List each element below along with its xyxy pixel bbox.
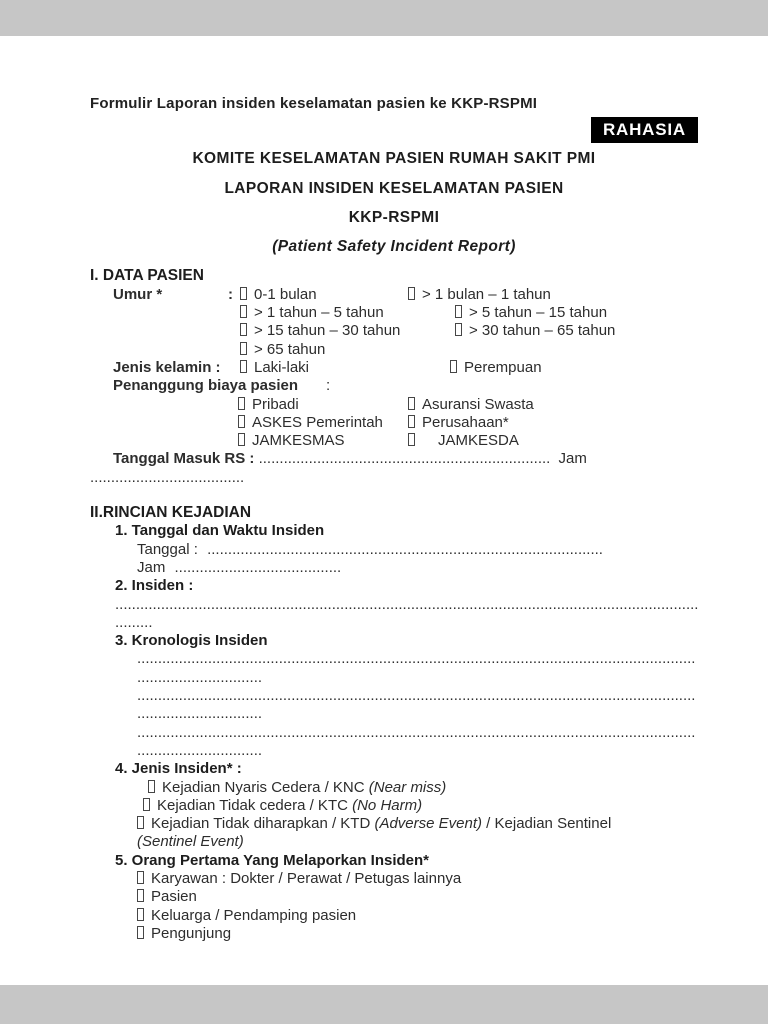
checkbox-icon bbox=[408, 433, 415, 446]
pelapor-option-2-label: Pasien bbox=[151, 888, 197, 906]
umur-options-row-3 bbox=[240, 322, 615, 340]
jam-insiden-dots: ........................................ bbox=[174, 558, 342, 576]
checkbox-icon bbox=[238, 397, 245, 410]
umur-option-2 bbox=[408, 286, 551, 304]
biaya-option-3-label: ASKES Pemerintah bbox=[252, 413, 383, 431]
umur-option-3 bbox=[240, 304, 455, 322]
confidential-badge: RAHASIA bbox=[591, 117, 698, 143]
biaya-options-row-3 bbox=[238, 432, 698, 450]
pelapor-option-4 bbox=[137, 925, 698, 943]
pelapor-option-1-label: Karyawan : Dokter / Perawat / Petugas lainnya bbox=[151, 869, 462, 887]
penanggung-biaya-label: Penanggung biaya pasien bbox=[113, 377, 299, 395]
pelapor-option-3 bbox=[137, 907, 698, 925]
umur-option-4 bbox=[455, 304, 607, 322]
section-1-heading: I. DATA PASIEN bbox=[90, 267, 204, 285]
umur-option-5 bbox=[240, 322, 455, 340]
umur-option-6-label: > 30 tahun – 65 tahun bbox=[469, 322, 616, 340]
umur-label: Umur * bbox=[113, 285, 163, 303]
umur-options bbox=[240, 286, 615, 359]
umur-option-7 bbox=[240, 341, 325, 359]
checkbox-icon bbox=[238, 433, 245, 446]
checkbox-icon bbox=[137, 908, 144, 921]
jenis-kelamin-label: Jenis kelamin : bbox=[113, 358, 221, 376]
jenis-kelamin-option-2-label: Perempuan bbox=[464, 358, 542, 376]
umur-option-1 bbox=[240, 286, 408, 304]
pelapor-option-3-label: Keluarga / Pendamping pasien bbox=[151, 906, 357, 924]
jenis-insiden-option-2 bbox=[143, 797, 698, 815]
jenis-kelamin-option-2 bbox=[450, 359, 542, 377]
item-4-title: 4. Jenis Insiden* : bbox=[115, 760, 242, 778]
tanggal-masuk-dots-line-2: ..................................... bbox=[90, 468, 245, 486]
field-umur bbox=[90, 286, 698, 359]
field-jam-insiden bbox=[137, 559, 698, 577]
checkbox-icon bbox=[240, 323, 247, 336]
item-2-title: 2. Insiden : bbox=[115, 577, 194, 595]
kronologis-dots-line-1: ...................................................................................................................................... bbox=[137, 650, 696, 668]
biaya-option-1-label: Pribadi bbox=[252, 395, 299, 413]
pelapor-option-1 bbox=[137, 870, 698, 888]
biaya-option-5-label: JAMKESMAS bbox=[252, 432, 345, 450]
jenis-insiden-option-2-label: Kejadian Tidak cedera / KTC bbox=[157, 796, 353, 814]
umur-colon: : bbox=[228, 285, 233, 303]
document-page bbox=[0, 36, 768, 985]
tanggal-masuk-label: Tanggal Masuk RS : bbox=[113, 450, 255, 468]
field-jenis-kelamin bbox=[90, 359, 698, 377]
item-3-title: 3. Kronologis Insiden bbox=[115, 632, 268, 650]
checkbox-icon bbox=[455, 305, 462, 318]
biaya-option-6-label: JAMKESDA bbox=[438, 432, 519, 450]
form-heading: Formulir Laporan insiden keselamatan pasien ke KKP-RSPMI bbox=[90, 95, 538, 112]
umur-option-5-label: > 15 tahun – 30 tahun bbox=[254, 322, 401, 340]
jenis-insiden-option-3-label-2: / Kejadian Sentinel bbox=[482, 815, 612, 833]
biaya-option-6 bbox=[408, 432, 519, 450]
item-5-title: 5. Orang Pertama Yang Melaporkan Insiden* bbox=[115, 851, 429, 869]
checkbox-icon bbox=[408, 415, 415, 428]
jenis-insiden-option-3-note-2: (Sentinel Event) bbox=[137, 833, 244, 851]
checkbox-icon bbox=[137, 871, 144, 884]
biaya-options-row-2 bbox=[238, 414, 698, 432]
title-line-1: KOMITE KESELAMATAN PASIEN RUMAH SAKIT PMI bbox=[192, 150, 596, 168]
checkbox-icon bbox=[455, 323, 462, 336]
field-penanggung-biaya bbox=[113, 377, 698, 395]
kronologis-dots-line-3: ...................................................................................................................................... bbox=[137, 687, 696, 705]
umur-options-row-1 bbox=[240, 286, 615, 304]
title-block bbox=[90, 150, 698, 256]
pelapor-option-4-label: Pengunjung bbox=[151, 924, 232, 942]
biaya-option-1 bbox=[238, 396, 408, 414]
viewer-top-band bbox=[0, 0, 768, 36]
checkbox-icon bbox=[137, 889, 144, 902]
umur-option-1-label: 0-1 bulan bbox=[254, 285, 317, 303]
kronologis-dots-line-2: .............................. bbox=[137, 668, 263, 686]
jenis-insiden-option-1-note: (Near miss) bbox=[368, 778, 447, 796]
insiden-dots-line-2: ......... bbox=[115, 613, 153, 631]
umur-option-4-label: > 5 tahun – 15 tahun bbox=[469, 304, 608, 322]
checkbox-icon bbox=[240, 360, 247, 373]
jam-insiden-label: Jam bbox=[137, 558, 166, 576]
biaya-options-row-1 bbox=[238, 396, 698, 414]
checkbox-icon bbox=[137, 926, 144, 939]
title-line-4: (Patient Safety Incident Report) bbox=[272, 238, 516, 256]
field-tanggal-masuk bbox=[113, 450, 698, 468]
checkbox-icon bbox=[408, 397, 415, 410]
jenis-kelamin-option-1-label: Laki-laki bbox=[254, 358, 310, 376]
pelapor-option-2 bbox=[137, 888, 698, 906]
biaya-option-5 bbox=[238, 432, 408, 450]
field-tanggal-insiden bbox=[137, 541, 698, 559]
title-line-2: LAPORAN INSIDEN KESELAMATAN PASIEN bbox=[224, 179, 564, 197]
jenis-insiden-option-3-note: (Adverse Event) bbox=[374, 815, 483, 833]
penanggung-biaya-colon: : bbox=[326, 377, 331, 395]
biaya-option-2 bbox=[408, 396, 534, 414]
jenis-kelamin-option-1 bbox=[240, 359, 450, 377]
checkbox-icon bbox=[240, 305, 247, 318]
umur-label-cell bbox=[113, 286, 233, 304]
tanggal-insiden-dots: ............................................................................................... bbox=[207, 540, 603, 558]
biaya-option-3 bbox=[238, 414, 408, 432]
title-line-3: KKP-RSPMI bbox=[348, 208, 440, 226]
biaya-option-4 bbox=[408, 414, 509, 432]
kronologis-dots-line-4: .............................. bbox=[137, 705, 263, 723]
checkbox-icon bbox=[450, 360, 457, 373]
biaya-option-4-label: Perusahaan* bbox=[422, 413, 509, 431]
viewer-bottom-band bbox=[0, 985, 768, 1024]
umur-option-2-label: > 1 bulan – 1 tahun bbox=[422, 285, 551, 303]
checkbox-icon bbox=[240, 342, 247, 355]
badge-row bbox=[90, 117, 698, 143]
umur-option-7-label: > 65 tahun bbox=[254, 340, 326, 358]
checkbox-icon bbox=[148, 780, 155, 793]
checkbox-icon bbox=[240, 287, 247, 300]
item-1-title: 1. Tanggal dan Waktu Insiden bbox=[115, 522, 325, 540]
section-2-heading: II.RINCIAN KEJADIAN bbox=[90, 504, 252, 522]
jenis-insiden-option-3 bbox=[137, 815, 698, 833]
umur-option-6 bbox=[455, 322, 615, 340]
checkbox-icon bbox=[238, 415, 245, 428]
kronologis-dots-line-6: .............................. bbox=[137, 741, 263, 759]
umur-options-row-2 bbox=[240, 304, 615, 322]
tanggal-masuk-dots: ...................................................................... bbox=[258, 450, 551, 468]
jenis-insiden-option-1-label: Kejadian Nyaris Cedera / KNC bbox=[162, 778, 369, 796]
tanggal-insiden-label: Tanggal : bbox=[137, 540, 198, 558]
umur-option-3-label: > 1 tahun – 5 tahun bbox=[254, 304, 384, 322]
checkbox-icon bbox=[137, 816, 144, 829]
checkbox-icon bbox=[143, 798, 150, 811]
checkbox-icon bbox=[408, 287, 415, 300]
insiden-dots-line-1: ............................................................................................................................................ bbox=[115, 595, 698, 613]
kronologis-dots-line-5: ...................................................................................................................................... bbox=[137, 723, 696, 741]
jenis-insiden-option-1 bbox=[148, 779, 698, 797]
umur-options-row-4 bbox=[240, 341, 615, 359]
jenis-insiden-option-2-note: (No Harm) bbox=[352, 796, 423, 814]
tanggal-masuk-jam-label: Jam bbox=[558, 450, 587, 468]
biaya-option-2-label: Asuransi Swasta bbox=[422, 395, 534, 413]
jenis-insiden-option-3-label: Kejadian Tidak diharapkan / KTD bbox=[151, 815, 375, 833]
